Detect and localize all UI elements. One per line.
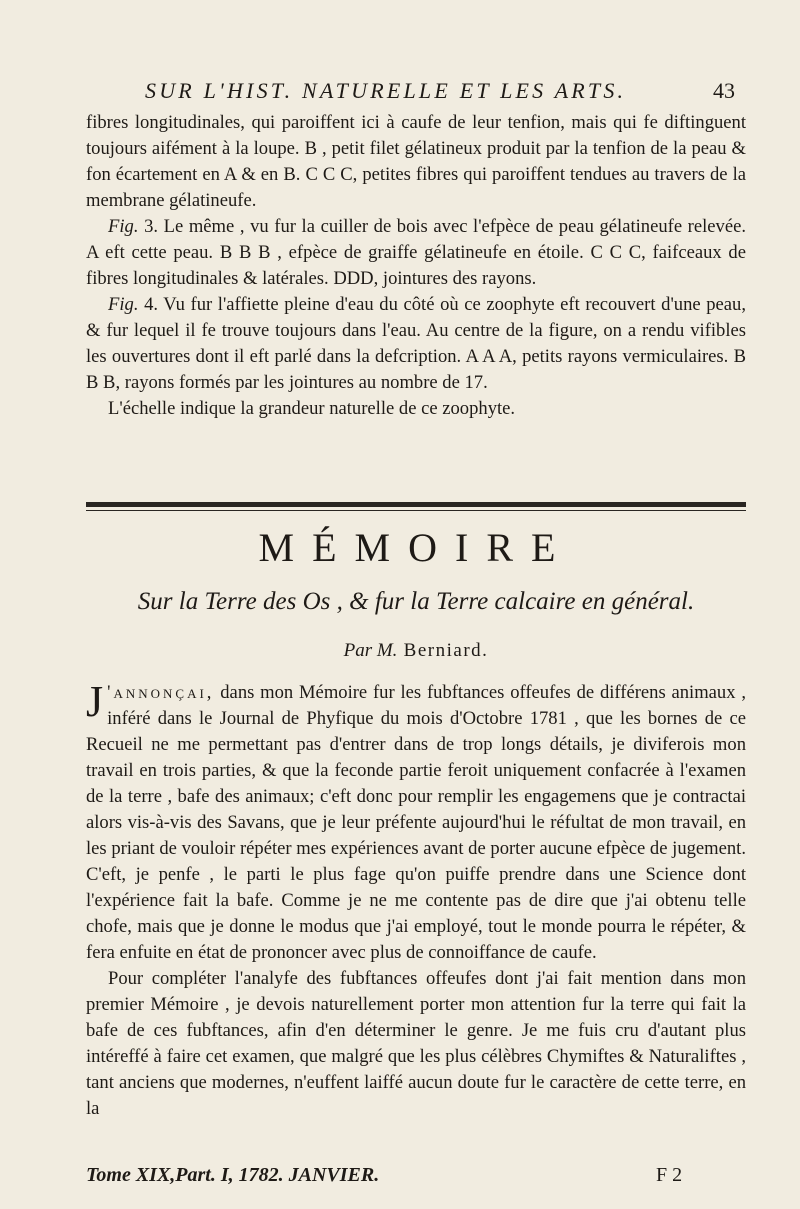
section-rule-thick	[86, 502, 746, 507]
figure-4-label: Fig.	[108, 294, 139, 315]
figure-4-text: 4. Vu fur l'affiette pleine d'eau du côté où ce zoophyte eft recouvert d'une peau, & fur lequel il fe trouve toujours dans l'eau. Au centre de la figure, on a rendu vifibles les ouvertures dont il eft parlé dans la defcription. A A A, petits rayons vermiculaires. B B B, rayons formés par les jointures au nombre de 17.	[86, 294, 746, 393]
scale-note: L'échelle indique la grandeur naturelle de ce zoophyte.	[108, 398, 516, 419]
figure-descriptions	[86, 110, 746, 422]
article-paragraph-1	[86, 677, 746, 966]
signature-mark: F 2	[656, 1164, 683, 1186]
byline-par: Par M.	[343, 640, 398, 661]
continued-paragraph: fibres longitudinales, qui paroiffent ici à caufe de leur tenfion, mais qui fe diftinguent toujours aifément à la loupe. B , petit filet gélatineux produit par la tenfion de la peau & fon écartement en A & en B. C C C, petites fibres qui paroiffent tendues au travers de la membrane gélatineufe.	[86, 112, 746, 211]
running-head	[0, 78, 800, 108]
article-body	[86, 677, 746, 1122]
article-paragraph-2: Pour compléter l'analyfe des fubftances offeufes dont j'ai fait mention dans mon premier Mémoire , je devois naturellement porter mon attention fur la terre qui fait la bafe de ces fubftances, afin d'en déterminer le genre. Je me fuis cru d'autant plus intéreffé à faire cet examen, que malgré que les plus célèbres Chymiftes & Naturaliftes , tant anciens que modernes, n'euffent laiffé aucun doute fur le caractère de cette terre, en la	[86, 968, 746, 1119]
article-subtitle: Sur la Terre des Os , & fur la Terre calcaire en général.	[137, 588, 695, 615]
page-number: 43	[713, 78, 735, 103]
author-name: Berniard.	[403, 640, 489, 661]
figure-3-label: Fig.	[108, 216, 139, 237]
paragraph-1-text: dans mon Mémoire fur les fubftances offeufes de différens animaux , inféré dans le Journal de Phyfique du mois d'Octobre 1781 , que les bornes de ce Recueil ne me permettant pas d'entrer dans de trop longs détails, je diviferois mon travail en trois parties, & que la feconde partie feroit uniquement confacrée à l'examen de la terre , bafe des animaux; c'eft donc pour remplir les engagemens que je contractai alors vis-à-vis des Savans, que je leur préfente aujourd'hui le réfultat de mon travail, en les priant de vouloir répéter mes expériences avant de porter aucune efpèce de jugement. C'eft, je penfe , le parti le plus fage qu'on puiffe prendre dans une Science dont l'expérience fait la bafe. Comme je ne me contente pas de dire que j'ai obtenu telle chofe, mais que je donne le modus que j'ai employé, tout le monde pourra le répéter, & fera enfuite en état de prononcer avec plus de connoiffance de caufe.	[86, 682, 746, 963]
figure-4-description	[86, 292, 746, 396]
volume-info: Tome XIX,Part. I,	[86, 1164, 234, 1186]
section-rule-thin	[86, 510, 746, 511]
opening-small-caps: 'annonçai,	[107, 682, 215, 703]
issue-date: 1782. JANVIER.	[233, 1164, 380, 1186]
figure-3-text: 3. Le même , vu fur la cuiller de bois avec l'efpèce de peau gélatineufe relevée. A eft cette peau. B B B , efpèce de graiffe gélatineufe en étoile. C C C, faifceaux de fibres longitudinales & latérales. DDD, jointures des rayons.	[86, 216, 746, 289]
drop-cap: J	[86, 677, 104, 726]
page-footer	[86, 1164, 746, 1194]
article-heading: MÉMOIRE	[258, 525, 574, 570]
figure-3-description	[86, 214, 746, 292]
author-byline	[86, 640, 746, 662]
running-head-title: SUR L'HIST. NATURELLE ET LES ARTS.	[145, 78, 627, 103]
